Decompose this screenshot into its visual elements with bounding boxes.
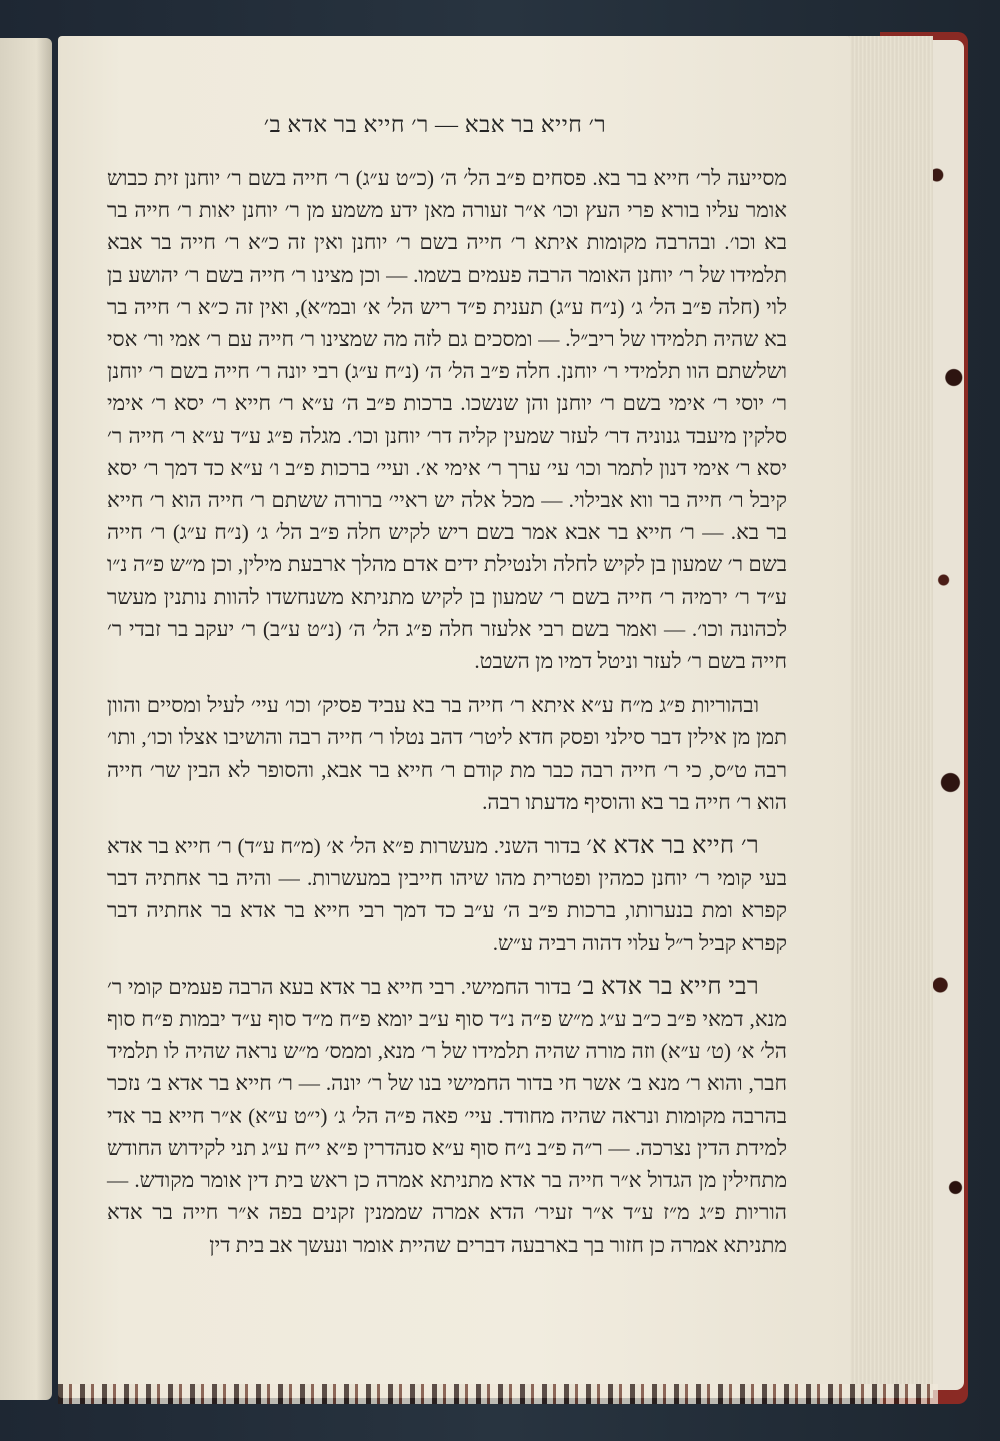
paragraph-2	[107, 689, 787, 818]
page-stack-edge	[846, 36, 933, 1398]
marbled-page-edge	[930, 40, 964, 1390]
entry-chiya-bar-ada-1	[107, 830, 787, 959]
paragraph-1	[107, 162, 787, 677]
paragraph-1-text: מסייעה לר׳ חייא בר בא. פסחים פ״ב הל׳ ה׳ (כ״ט ע״ג) ר׳ חייה בשם ר׳ יוחנן זית כבוש אומר עליו בורא פרי העץ וכו׳ א״ר זעורה מאן ידע משמע מן ר׳ יוחנן יאות ר׳ חייה בר בא וכו׳. ובהרבה מקומות איתא ר׳ חייה בשם ר׳ יוחנן ואין זה כ״א ר׳ חייה בר אבא תלמידו של ר׳ יוחנן האומר הרבה פעמים בשמו. — וכן מצינו ר׳ חייה בשם ר׳ יהושע בן לוי (חלה פ״ב הל׳ ג׳ (נ״ח ע״ג) תענית פ״ד ריש הל׳ א׳ ובמ״א), ואין זה כ״א ר׳ חייה בר בא שהיה תלמידו של ריב״ל. — ומסכים גם לזה מה שמצינו ר׳ חייה עם ר׳ אמי ור׳ אסי ושלשתם הוו תלמידי ר׳ יוחנן. חלה פ״ב הל׳ ה׳ (נ״ח ע״ג) רבי יונה ר׳ חייה בשם ר׳ יוחנן ר׳ יוסי ר׳ אימי בשם ר׳ יוחנן והן שנשכו. ברכות פ״ב ה׳ ע״א ר׳ חייא ר׳ יסא ר׳ אימי סלקין מיעבד גנוניה דר׳ לעזר שמעין קליה דר׳ יוחנן וכו׳. מגלה פ״ג ע״ד ע״א ר׳ חייה ר׳ יסא ר׳ אימי דנון לתמר וכו׳ עי׳ ערך ר׳ אימי א׳. ועיי׳ ברכות פ״ב ו׳ ע״א כד דמך ר׳ יסא קיבל ר׳ חייה בר ווא אבילוי. — מכל אלה יש ראיי׳ ברורה ששתם ר׳ חייה הוא ר׳ חייא בר בא. — ר׳ חייא בר אבא אמר בשם ריש לקיש חלה פ״ב הל׳ ג׳ (נ״ח ע״ג) ר׳ חייה בשם ר׳ שמעון בן לקיש לחלה ולנטילת ידים אדם מהלך ארבעת מילין, וכן מ״ש פ״ה נ״ו ע״ד ר׳ ירמיה ר׳ חייה בשם ר׳ שמעון בן לקיש מתניתא משנחשדו להוות נותנין מעשר לכהונה וכו׳. — ואמר בשם רבי אלעזר חלה פ״ג הל׳ ה׳ (נ״ט ע״ב) ר׳ יעקב בר זבדי ר׳ חייה בשם ר׳ לעזר וניטל דמיו מן השבט.	[107, 166, 787, 674]
marbled-bottom-edge	[58, 1384, 938, 1404]
running-header: ר׳ חייא בר אבא — ר׳ חייא בר אדא ב׳	[263, 112, 607, 137]
entry-text: בדור השני. מעשרות פ״א הל׳ א׳ (מ״ח ע״ד) ר׳ חייא בר אדא בעי קומי ר׳ יוחנן כמהין ופטרית מהו שיהו חייבין במעשרות. — והיה בר אחתיה דבר קפרא ומת בנערותו, ברכות פ״ב ה׳ ע״ב כד דמך רבי חייא בר אדא בר אחתיה דבר קפרא קביל ר״ל עלוי דהוה רביה ע״ש.	[107, 834, 787, 955]
paragraph-2-text: ובהוריות פ״ג מ״ח ע״א איתא ר׳ חייה בר בא עביד פסיק׳ וכו׳ עיי׳ לעיל ומסיים והוון תמן מן אילין דבר סילני ופסק חדא ליטר׳ דהב נטלו ר׳ חייה רבה והושיבו אצלו וכו׳, ותו׳ רבה ט״ס, כי ר׳ חייה רבה כבר מת קודם ר׳ חייא בר אבא, והסופר לא הבין שר׳ חייה הוא ר׳ חייה בר בא והוסיף מדעתו רבה.	[107, 693, 787, 814]
entry-heading: רבי חייא בר אדא ב׳	[576, 973, 759, 1000]
page-body	[107, 162, 787, 1273]
entry-text: בדור החמישי. רבי חייא בר אדא בעא הרבה פעמים קומי ר׳ מנא, דמאי פ״ב כ״ב ע״ג מ״ש פ״ה נ״ד סוף ע״ב יומא פ״ח מ״ד סוף ע״ד יבמות פ״ח סוף הל׳ א׳ (ט׳ ע״א) וזה מורה שהיה תלמידו של ר׳ מנא, וממס׳ מ״ש נראה שהיה לו תלמיד חבר, והוא ר׳ מנא ב׳ אשר חי בדור החמישי בנו של ר׳ יונה. — ר׳ חייא בר אדא ב׳ נזכר בהרבה מקומות ונראה שהיה מחודד. עיי׳ פאה פ״ה הל׳ ג׳ (י״ט ע״א) א״ר חייא בר אדי למידת הדין נצרכה. — ר״ה פ״ב נ״ח סוף ע״א סנהדרין פ״א י״ח ע״ג תני לקידוש החודש מתחילין מן הגדול א״ר חייה בר אדא מתניתא אמרה כן ראש בית דין אומר מקודש. — הוריות פ״ג מ״ז ע״ד א״ר זעיר׳ הדא אמרה שממנין זקנים בפה א״ר חייה בר אדא מתניתא אמרה כן חזור בך בארבעה דברים שהיית אומר ונעשך אב בית דין	[107, 974, 787, 1257]
entry-chiya-bar-ada-2	[107, 971, 787, 1261]
left-page-edge	[0, 38, 52, 1400]
entry-heading: ר׳ חייא בר אדא א׳	[586, 833, 759, 860]
